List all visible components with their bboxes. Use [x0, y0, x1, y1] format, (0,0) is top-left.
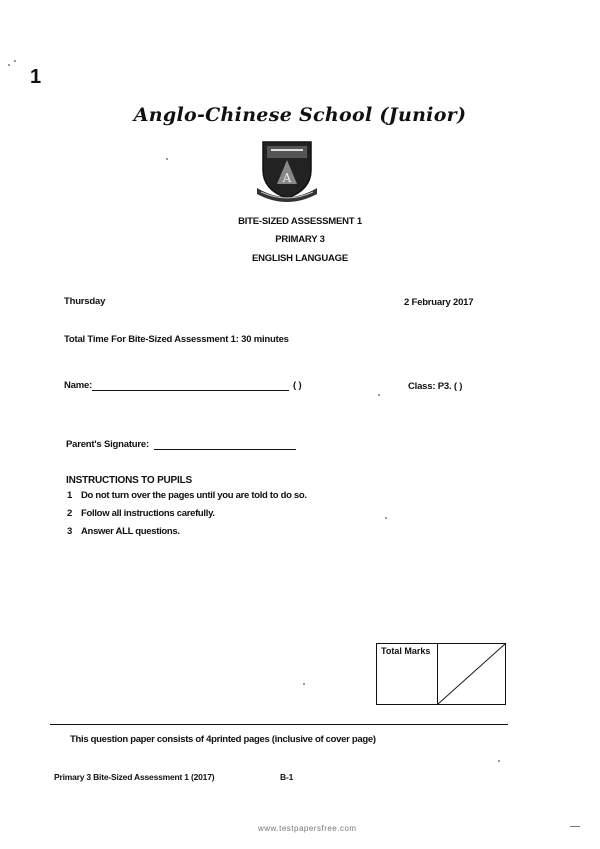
assessment-title: BITE-SIZED ASSESSMENT 1	[238, 216, 362, 227]
school-crest-icon	[247, 136, 327, 206]
total-marks-box	[376, 643, 506, 705]
register-number: ( )	[293, 380, 302, 391]
name-row	[64, 380, 364, 391]
scan-speck	[385, 517, 387, 519]
scan-speck	[498, 760, 500, 762]
instructions-heading: INSTRUCTIONS TO PUPILS	[66, 475, 192, 486]
date: 2 February 2017	[404, 297, 474, 308]
scan-mark	[570, 826, 580, 827]
name-line	[92, 380, 289, 391]
name-label: Name:	[64, 380, 93, 391]
day: Thursday	[64, 296, 106, 307]
instruction-item: 2 Follow all instructions carefully.	[67, 508, 215, 519]
scan-speck	[14, 60, 16, 62]
signature-line	[154, 439, 296, 450]
total-marks-label: Total Marks	[381, 646, 431, 656]
total-time: Total Time For Bite-Sized Assessment 1: 30 minutes	[64, 334, 289, 345]
school-name: Anglo-Chinese School (Junior)	[133, 104, 467, 126]
marks-diagonal	[438, 644, 505, 704]
instruction-item: 1 Do not turn over the pages until you are told to do so.	[67, 490, 307, 501]
page-number: 1	[30, 66, 42, 88]
instruction-item: 3 Answer ALL questions.	[67, 526, 180, 537]
scan-speck	[8, 64, 10, 66]
footer-left: Primary 3 Bite-Sized Assessment 1 (2017)	[54, 772, 215, 782]
level: PRIMARY 3	[275, 234, 325, 245]
watermark: www.testpapersfree.com	[258, 824, 357, 833]
scan-speck	[166, 158, 168, 160]
footer-rule	[50, 724, 508, 725]
page-count-note: This question paper consists of 4printed pages (inclusive of cover page)	[70, 734, 376, 745]
scan-speck	[303, 683, 305, 685]
parent-signature-label: Parent's Signature:	[66, 439, 149, 450]
scan-speck	[378, 394, 380, 396]
subject: ENGLISH LANGUAGE	[251, 253, 349, 264]
svg-text:A: A	[282, 171, 292, 185]
instructions-list	[67, 490, 307, 544]
class-label: Class: P3. ( )	[408, 381, 463, 392]
parent-signature-row	[66, 439, 326, 450]
footer-code: B-1	[280, 772, 294, 782]
